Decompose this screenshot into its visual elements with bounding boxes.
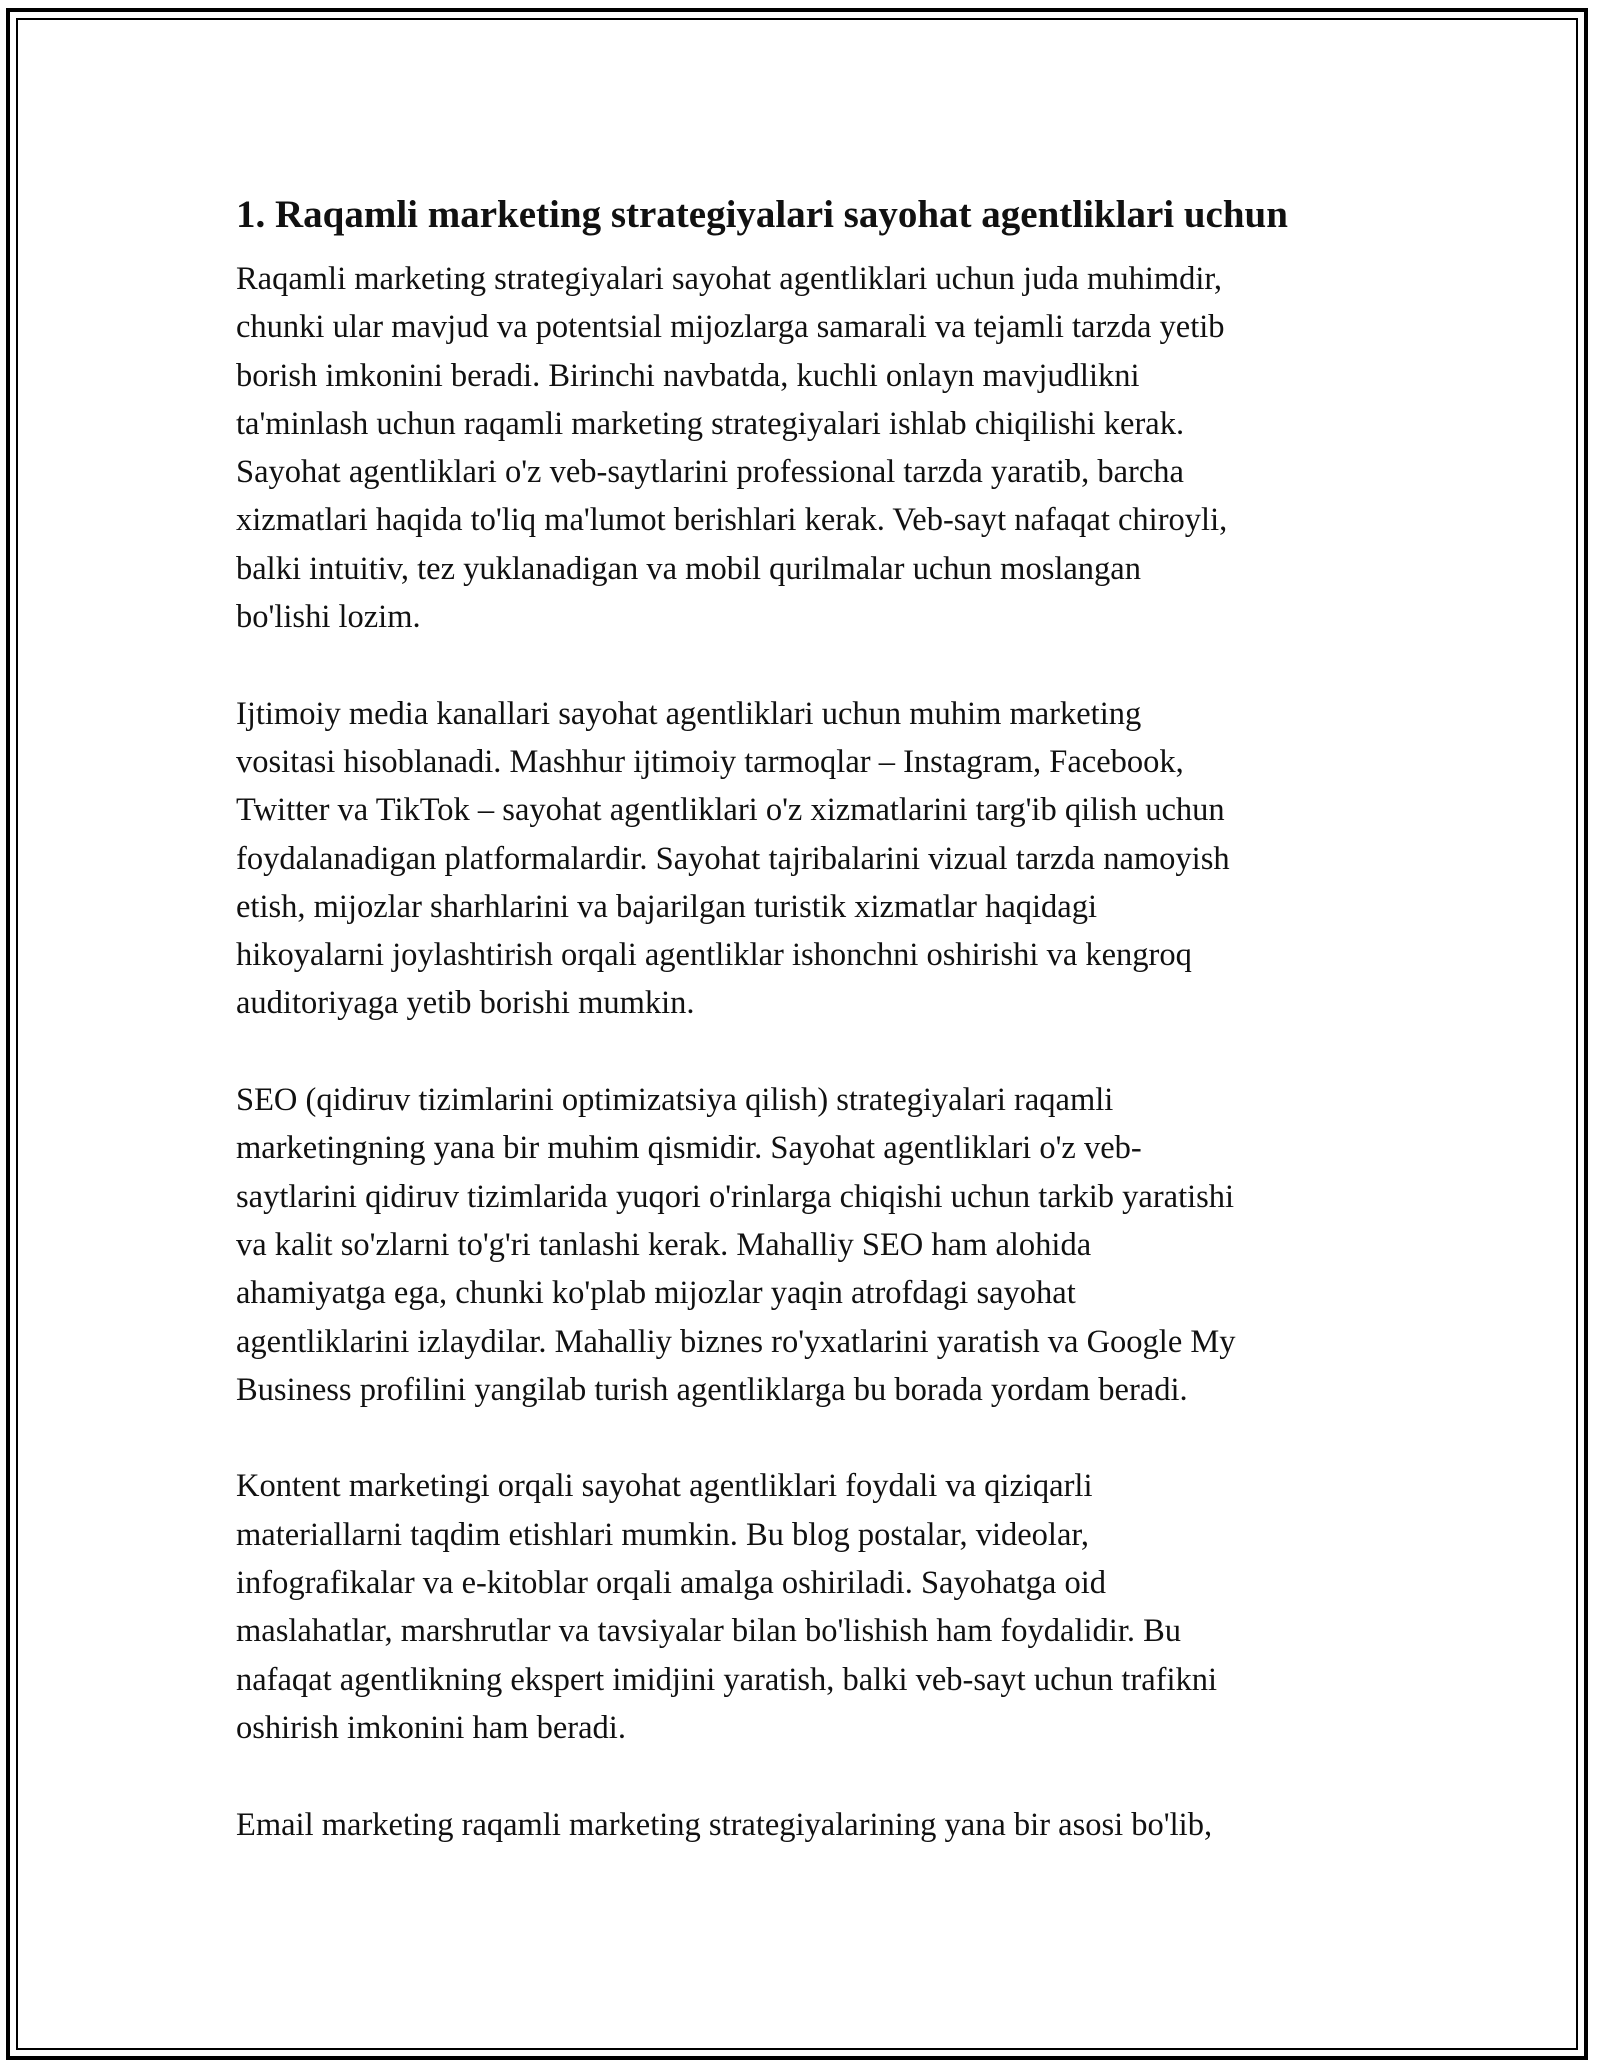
paragraph-social-media: Ijtimoiy media kanallari sayohat agentliklari uchun muhim marketing vositasi hisoblanadi. Mashhur ijtimoiy tarmoqlar – Instagram, Facebook, Twitter va TikTok – sayohat agentliklari o'z xizmatlarini targ'ib qilish uchun foydalanadigan platformalardir. Sayohat tajribalarini vizual tarzda namoyish etish, mijozlar sharhlarini va bajarilgan turistik xizmatlar haqidagi hikoyalarni joylashtirish orqali agentliklar ishonchni oshirishi va kengroq auditoriyaga yetib borishi mumkin.: [236, 695, 1230, 1022]
document-body: [236, 188, 1376, 1897]
section-heading: 1. Raqamli marketing strategiyalari sayohat agentliklari uchun: [236, 193, 1288, 236]
paragraph-website: Raqamli marketing strategiyalari sayohat agentliklari uchun juda muhimdir, chunki ular mavjud va potentsial mijozlarga samarali va tejamli tarzda yetib borish imkonini beradi. Birinchi navbatda, kuchli onlayn mavjudlikni ta'minlash uchun raqamli marketing strategiyalari ishlab chiqilishi kerak. Sayohat agentliklari o'z veb-saytlarini professional tarzda yaratib, barcha xizmatlari haqida to'liq ma'lumot berishlari kerak. Veb-sayt nafaqat chiroyli, balki intuitiv, tez yuklanadigan va mobil qurilmalar uchun moslangan bo'lishi lozim.: [236, 261, 1228, 636]
paragraph-email-marketing: Email marketing raqamli marketing strategiyalarining yana bir asosi bo'lib,: [236, 1806, 1213, 1843]
paragraph-seo: SEO (qidiruv tizimlarini optimizatsiya qilish) strategiyalari raqamli marketingning yana bir muhim qismidir. Sayohat agentliklari o'z veb- saytlarini qidiruv tizimlarida yuqori o'rinlarga chiqishi uchun tarkib yaratishi va kalit so'zlarni to'g'ri tanlashi kerak. Mahalliy SEO ham alohida ahamiyatga ega, chunki ko'plab mijozlar yaqin atrofdagi sayohat agentliklarini izlaydilar. Mahalliy biznes ro'yxatlarini yaratish va Google My Business profilini yangilab turish agentliklarga bu borada yordam beradi.: [236, 1082, 1236, 1408]
paragraph-content-marketing: Kontent marketingi orqali sayohat agentliklari foydali va qiziqarli materiallarni taqdim etishlari mumkin. Bu blog postalar, videolar, infografikalar va e-kitoblar orqali amalga oshiriladi. Sayohatga oid maslahatlar, marshrutlar va tavsiyalar bilan bo'lishish ham foydalidir. Bu nafaqat agentlikning ekspert imidjini yaratish, balki veb-sayt uchun trafikni oshirish imkonini ham beradi.: [236, 1468, 1218, 1746]
